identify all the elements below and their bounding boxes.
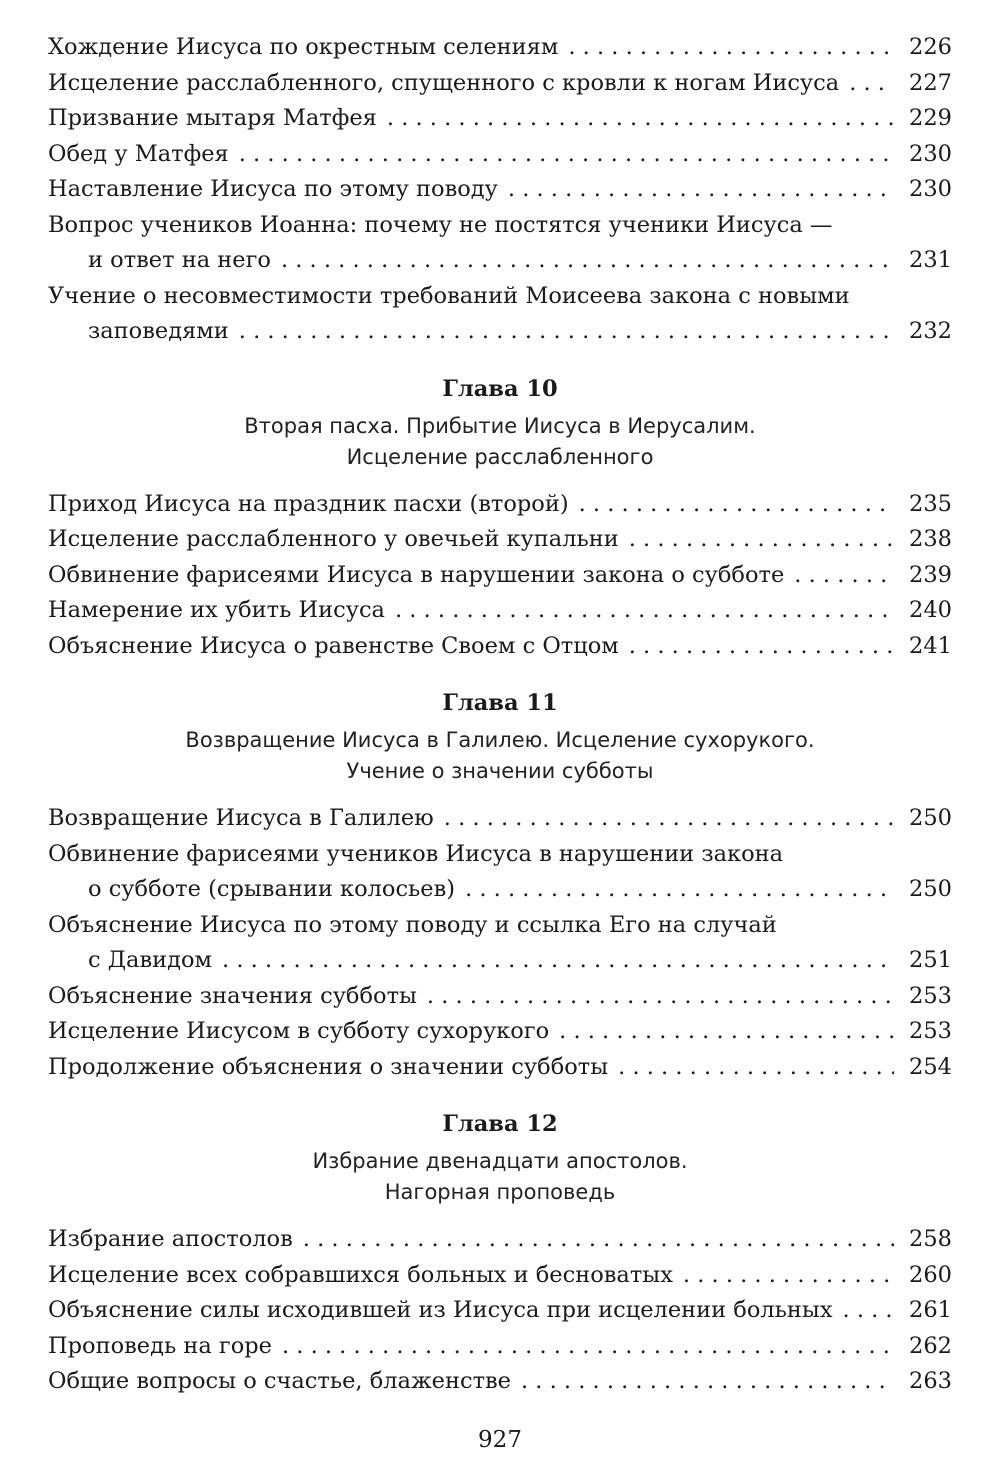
toc-entry-title: Исцеление расслабленного у овечьей купальни <box>48 526 619 552</box>
toc-entry-title: Обед у Матфея <box>48 140 229 167</box>
toc-page-number: 239 <box>909 561 952 588</box>
toc-entry-title: Обвинение фарисеями учеников Иисуса в нарушении закона <box>48 840 784 867</box>
toc-page-number: 263 <box>909 1368 952 1394</box>
toc-page-number: 231 <box>909 247 952 273</box>
dot-leader <box>395 593 894 629</box>
dot-leader <box>282 1329 894 1365</box>
toc-entry <box>48 279 952 350</box>
toc-entry <box>48 101 952 137</box>
dot-leader <box>618 1050 894 1086</box>
dot-leader <box>849 66 894 102</box>
toc-page-number: 250 <box>909 876 952 902</box>
toc-entry-title: Объяснение значения субботы <box>48 982 417 1009</box>
toc-entry <box>48 30 952 66</box>
chapter-subtitle-line: Нагорная проповедь <box>384 1180 616 1204</box>
toc-page-number: 254 <box>909 1053 952 1080</box>
table-of-contents <box>48 30 952 1400</box>
dot-leader <box>843 1293 894 1329</box>
dot-leader <box>629 629 894 665</box>
dot-leader <box>303 1222 894 1258</box>
toc-page-number: 240 <box>909 597 952 623</box>
toc-page-number: 261 <box>909 1297 952 1323</box>
toc-entry-title: Объяснение Иисуса по этому поводу и ссылка Его на случай <box>48 911 777 938</box>
toc-entry <box>48 593 952 629</box>
toc-entry-title: Приход Иисуса на праздник пасхи (второй) <box>48 490 569 517</box>
dot-leader <box>568 30 894 66</box>
toc-entry-title: Исцеление расслабленного, спущенного с кровли к ногам Иисуса <box>48 69 840 96</box>
toc-page-number: 226 <box>909 34 952 60</box>
toc-entry-title: Избрание апостолов <box>48 1226 293 1252</box>
toc-entry <box>48 979 952 1015</box>
toc-page-number: 250 <box>909 805 952 831</box>
toc-page-number: 232 <box>909 318 952 344</box>
toc-page-number: 229 <box>909 105 952 131</box>
chapter-heading: Глава 12 <box>442 1111 558 1137</box>
chapter-subtitle <box>48 1146 952 1208</box>
chapter-subtitle <box>48 411 952 473</box>
toc-page-number: 260 <box>909 1261 952 1288</box>
chapter-subtitle-line: Учение о значении субботы <box>346 759 654 783</box>
chapter-subtitle-line: Возвращение Иисуса в Галилею. Исцеление сухорукого. <box>185 728 815 752</box>
chapter-subtitle <box>48 725 952 787</box>
toc-page-number: 227 <box>909 69 952 96</box>
toc-page-number: 253 <box>909 1018 952 1044</box>
chapter-subtitle-line: Вторая пасха. Прибытие Иисуса в Иерусалим. <box>244 413 756 438</box>
dot-leader <box>521 1364 894 1400</box>
page-number: 927 <box>478 1427 522 1453</box>
toc-entry-title: Объяснение силы исходившей из Иисуса при исцелении больных <box>48 1297 833 1323</box>
dot-leader <box>579 487 894 523</box>
toc-entry-title: Проповедь на горе <box>48 1332 272 1359</box>
dot-leader <box>444 801 894 837</box>
toc-entry-title: о субботе (срывании колосьев) <box>88 876 456 902</box>
toc-entry <box>48 629 952 665</box>
toc-entry-title: Наставление Иисуса по этому поводу <box>48 176 498 202</box>
toc-entry-title: Хождение Иисуса по окрестным селениям <box>48 34 559 60</box>
dot-leader <box>387 101 894 137</box>
toc-entry-title: заповедями <box>88 318 229 344</box>
toc-entry <box>48 558 952 594</box>
toc-page-number: 238 <box>909 526 952 552</box>
toc-page-number: 251 <box>909 947 952 973</box>
dot-leader <box>239 137 894 173</box>
toc-entry-title: Призвание мытаря Матфея <box>48 105 377 131</box>
toc-entry <box>48 837 952 908</box>
toc-entry <box>48 208 952 279</box>
toc-entry <box>48 66 952 102</box>
toc-entry-title: Общие вопросы о счастье, блаженстве <box>48 1368 511 1394</box>
dot-leader <box>281 243 894 279</box>
chapter-heading: Глава 11 <box>442 690 558 716</box>
dot-leader <box>222 943 894 979</box>
dot-leader <box>465 872 894 908</box>
toc-entry-title: с Давидом <box>88 947 213 973</box>
toc-entry-title: и ответ на него <box>88 247 271 273</box>
toc-entry <box>48 522 952 558</box>
dot-leader <box>629 522 894 558</box>
toc-entry-title: Продолжение объяснения о значении субботы <box>48 1053 609 1080</box>
dot-leader <box>508 172 894 208</box>
toc-page-number: 230 <box>909 176 952 202</box>
toc-entry <box>48 1329 952 1365</box>
dot-leader <box>683 1258 894 1294</box>
toc-entry-title: Возвращение Иисуса в Галилею <box>48 805 434 831</box>
toc-entry <box>48 1222 952 1258</box>
chapter-subtitle-line: Избрание двенадцати апостолов. <box>312 1149 688 1173</box>
dot-leader <box>427 979 894 1015</box>
toc-entry-title: Исцеление Иисусом в субботу сухорукого <box>48 1018 550 1044</box>
toc-entry <box>48 1364 952 1400</box>
toc-page-number: 235 <box>909 490 952 517</box>
toc-entry-title: Объяснение Иисуса о равенстве Своем с Отцом <box>48 632 619 659</box>
toc-entry-title: Вопрос учеников Иоанна: почему не постятся ученики Иисуса — <box>48 211 833 238</box>
toc-entry <box>48 172 952 208</box>
chapter-heading: Глава 10 <box>442 375 558 402</box>
toc-entry <box>48 1050 952 1086</box>
toc-entry <box>48 1293 952 1329</box>
toc-page-number: 253 <box>909 982 952 1009</box>
toc-entry-title: Учение о несовместимости требований Моисеева закона с новыми <box>48 282 850 309</box>
toc-entry <box>48 137 952 173</box>
toc-entry <box>48 487 952 523</box>
toc-entry <box>48 908 952 979</box>
toc-page-number: 262 <box>909 1332 952 1359</box>
chapter-subtitle-line: Исцеление расслабленного <box>346 444 654 469</box>
toc-entry <box>48 1258 952 1294</box>
toc-page-number: 258 <box>909 1226 952 1252</box>
dot-leader <box>239 314 894 350</box>
toc-entry <box>48 1014 952 1050</box>
toc-page-number: 230 <box>909 140 952 167</box>
toc-entry-title: Намерение их убить Иисуса <box>48 597 385 623</box>
dot-leader <box>794 558 894 594</box>
dot-leader <box>559 1014 894 1050</box>
toc-entry-title: Исцеление всех собравшихся больных и бесноватых <box>48 1261 673 1288</box>
toc-entry-title: Обвинение фарисеями Иисуса в нарушении закона о субботе <box>48 561 785 588</box>
toc-entry <box>48 801 952 837</box>
toc-page-number: 241 <box>909 632 952 659</box>
